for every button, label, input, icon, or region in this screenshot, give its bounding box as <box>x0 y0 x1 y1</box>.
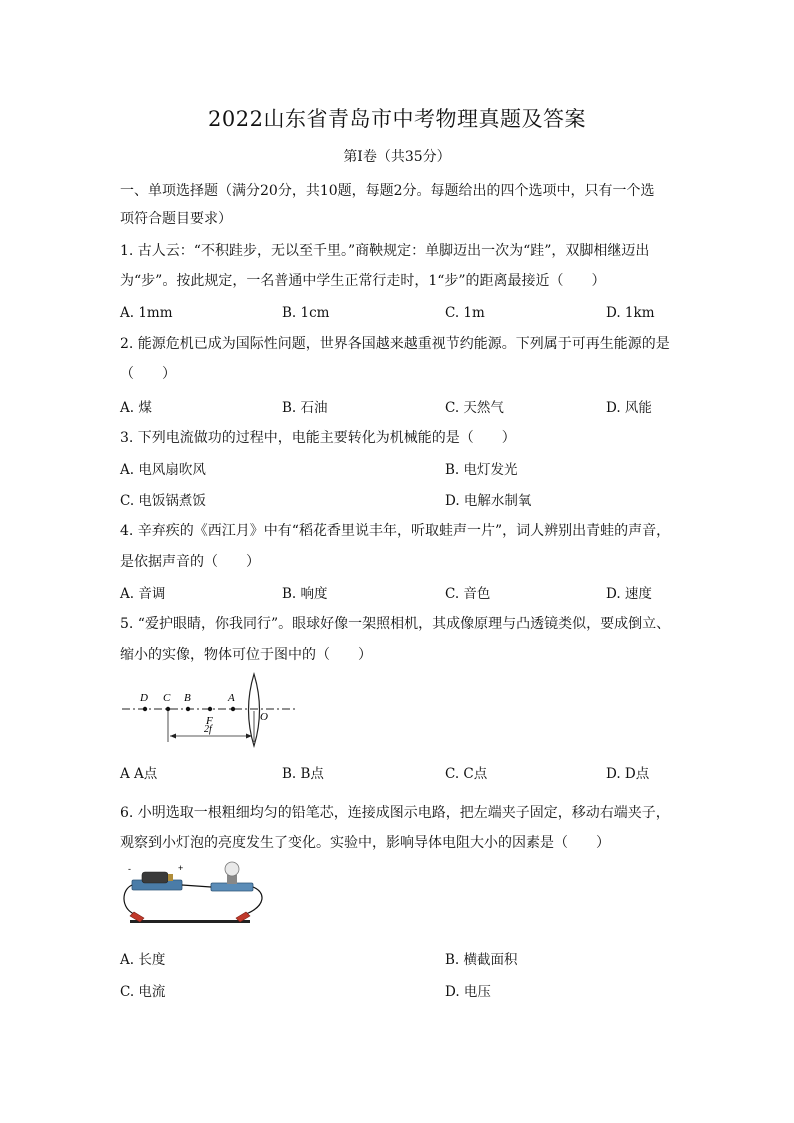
bulb-base <box>211 883 253 891</box>
question-1-option-c: C. 1m <box>445 305 485 321</box>
question-5-line-1: 5. “爱护眼睛，你我同行”。眼球好像一架照相机，其成像原理与凸透镜类似，要成倒立、 <box>120 616 671 632</box>
question-6-option-d: D. 电压 <box>445 984 491 1000</box>
question-2-line-1: 2. 能源危机已成为国际性问题，世界各国越来越重视节约能源。下列属于可再生能源的是 <box>120 336 670 352</box>
section-subtitle: 第Ⅰ卷（共35分） <box>343 149 451 165</box>
question-3-line-1: 3. 下列电流做功的过程中，电能主要转化为机械能的是（ ） <box>120 430 516 446</box>
battery-terminal <box>168 874 173 881</box>
point-c <box>166 707 170 711</box>
question-6-option-c: C. 电流 <box>120 984 166 1000</box>
question-4-option-a: A. 音调 <box>120 586 166 602</box>
question-3-option-a: A. 电风扇吹风 <box>120 462 206 478</box>
question-5-option-d: D. D点 <box>606 766 650 782</box>
section-heading-line-1: 一、单项选择题（满分20分，共10题，每题2分。每题给出的四个选项中，只有一个选 <box>120 183 655 199</box>
plus-label: + <box>178 863 184 873</box>
question-4-option-c: C. 音色 <box>445 586 491 602</box>
question-1-option-d: D. 1km <box>606 305 655 321</box>
convex-lens-figure <box>118 670 308 750</box>
minus-label: - <box>128 864 131 874</box>
pencil-lead <box>130 920 250 923</box>
label-2f: 2f <box>204 724 212 735</box>
question-5-option-b: B. B点 <box>282 766 324 782</box>
question-2-option-d: D. 风能 <box>606 400 652 416</box>
question-3-option-c: C. 电饭锅煮饭 <box>120 493 206 509</box>
label-f: F <box>206 715 213 727</box>
page-title: 2022山东省青岛市中考物理真题及答案 <box>208 107 586 131</box>
question-4-option-d: D. 速度 <box>606 586 652 602</box>
question-6-option-a: A. 长度 <box>120 952 166 968</box>
question-5-option-c: C. C点 <box>445 766 488 782</box>
question-2-option-c: C. 天然气 <box>445 400 504 416</box>
question-4-line-2: 是依据声音的（ ） <box>120 554 260 570</box>
question-3-option-d: D. 电解水制氧 <box>445 493 532 509</box>
bulb-glass <box>225 862 239 876</box>
point-d <box>143 707 147 711</box>
question-4-option-b: B. 响度 <box>282 586 328 602</box>
question-2-option-b: B. 石油 <box>282 400 328 416</box>
question-2-line-2: （ ） <box>120 366 176 382</box>
question-1-option-b: B. 1cm <box>282 305 330 321</box>
wire-middle <box>182 885 211 887</box>
question-1-line-1: 1. 古人云：“不积跬步，无以至千里。”商鞅规定：单脚迈出一次为“跬”，双脚相继迈出 <box>120 243 650 259</box>
question-6-line-1: 6. 小明选取一根粗细均匀的铅笔芯，连接成图示电路，把左端夹子固定，移动右端夹子， <box>120 805 670 821</box>
section-heading-line-2: 项符合题目要求） <box>120 211 232 227</box>
label-d: D <box>140 692 148 704</box>
question-5-line-2: 缩小的实像，物体可位于图中的（ ） <box>120 647 372 663</box>
label-a: A <box>228 692 235 704</box>
point-f <box>208 707 212 711</box>
question-6-line-2: 观察到小灯泡的亮度发生了变化。实验中，影响导体电阻大小的因素是（ ） <box>120 835 610 851</box>
circuit-figure <box>118 860 273 935</box>
question-4-line-1: 4. 辛弃疾的《西江月》中有“稻花香里说丰年，听取蛙声一片”，词人辨别出青蛙的声音， <box>120 523 671 539</box>
question-5-option-a: A A点 <box>120 766 158 782</box>
question-1-option-a: A. 1mm <box>120 305 173 321</box>
question-3-option-b: B. 电灯发光 <box>445 462 518 478</box>
point-b <box>186 707 190 711</box>
question-6-option-b: B. 横截面积 <box>445 952 518 968</box>
question-2-option-a: A. 煤 <box>120 400 152 416</box>
point-a <box>231 707 235 711</box>
question-1-line-2: 为“步”。按此规定，一名普通中学生正常行走时，1“步”的距离最接近（ ） <box>120 273 606 289</box>
battery-cell <box>142 872 168 883</box>
label-o: O <box>260 711 268 723</box>
label-c: C <box>163 692 171 704</box>
label-b: B <box>184 692 191 704</box>
dimension-arrow-left <box>170 734 176 739</box>
